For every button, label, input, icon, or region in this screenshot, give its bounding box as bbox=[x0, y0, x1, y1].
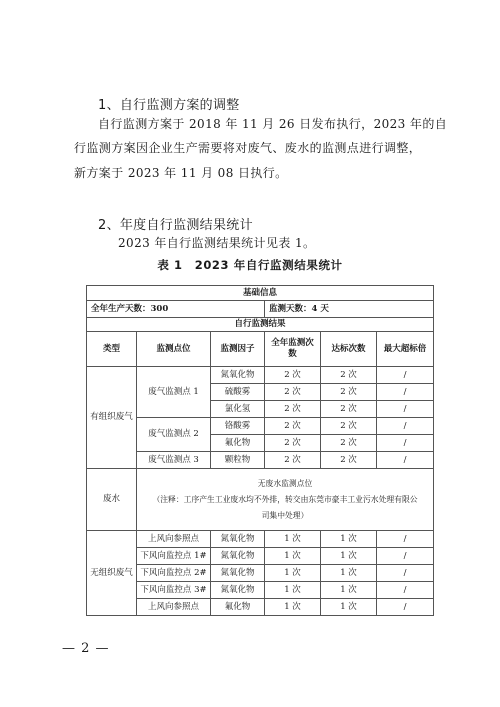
point-cell: 废气监测点 1 bbox=[137, 367, 211, 418]
section2-heading: 2、年度自行监测结果统计 bbox=[98, 218, 253, 233]
max-cell: / bbox=[377, 599, 434, 616]
factor-cell: 氮氧化物 bbox=[211, 531, 265, 548]
table-row bbox=[87, 452, 434, 469]
pass-cell: 2 次 bbox=[321, 418, 377, 435]
point-cell: 下风向监控点 1# bbox=[137, 548, 211, 565]
factor-cell: 氟化物 bbox=[211, 435, 265, 452]
times-cell: 2 次 bbox=[265, 452, 321, 469]
point-cell: 下风向监控点 3# bbox=[137, 582, 211, 599]
times-cell: 2 次 bbox=[265, 435, 321, 452]
point-cell: 上风向参照点 bbox=[137, 599, 211, 616]
wastewater-note bbox=[137, 469, 434, 531]
table-row bbox=[87, 599, 434, 616]
times-cell: 1 次 bbox=[265, 548, 321, 565]
section1-line-3: 新方案于 2023 年 11 月 08 日执行。 bbox=[74, 166, 288, 180]
monitoring-days: 监测天数：4 天 bbox=[265, 301, 434, 318]
max-cell: / bbox=[377, 435, 434, 452]
factor-cell: 氟化物 bbox=[211, 599, 265, 616]
factor-cell: 颗粒物 bbox=[211, 452, 265, 469]
max-cell: / bbox=[377, 582, 434, 599]
wastewater-note-line-2: （注释：工序产生工业废水均不外排，转交由东莞市豪丰工业污水处理有限公 bbox=[152, 494, 418, 504]
section1-heading: 1、自行监测方案的调整 bbox=[98, 98, 240, 113]
factor-cell: 氮氧化物 bbox=[211, 565, 265, 582]
header-point: 监测点位 bbox=[137, 332, 211, 367]
max-cell: / bbox=[377, 531, 434, 548]
max-cell: / bbox=[377, 401, 434, 418]
factor-cell: 氮氧化物 bbox=[211, 582, 265, 599]
wastewater-note-line-3: 司集中处理） bbox=[261, 510, 309, 520]
point-cell: 下风向监控点 2# bbox=[137, 565, 211, 582]
times-cell: 1 次 bbox=[265, 599, 321, 616]
pass-cell: 1 次 bbox=[321, 565, 377, 582]
times-cell: 1 次 bbox=[265, 531, 321, 548]
table-row bbox=[87, 367, 434, 384]
factor-cell: 氮氧化物 bbox=[211, 548, 265, 565]
point-cell: 废气监测点 2 bbox=[137, 418, 211, 452]
max-cell: / bbox=[377, 548, 434, 565]
production-days: 全年生产天数：300 bbox=[87, 301, 265, 318]
monitoring-results-table bbox=[86, 285, 434, 616]
results-title: 自行监测结果 bbox=[87, 318, 434, 332]
max-cell: / bbox=[377, 452, 434, 469]
wastewater-label: 废水 bbox=[87, 469, 137, 531]
times-cell: 2 次 bbox=[265, 367, 321, 384]
pass-cell: 2 次 bbox=[321, 452, 377, 469]
times-cell: 2 次 bbox=[265, 384, 321, 401]
times-cell: 1 次 bbox=[265, 565, 321, 582]
table-row bbox=[87, 565, 434, 582]
pass-cell: 2 次 bbox=[321, 367, 377, 384]
page-number: — 2 — bbox=[62, 641, 110, 656]
table-row bbox=[87, 582, 434, 599]
pass-cell: 1 次 bbox=[321, 548, 377, 565]
pass-cell: 2 次 bbox=[321, 384, 377, 401]
section1-line-2: 行监测方案因企业生产需要将对废气、废水的监测点进行调整， bbox=[74, 141, 422, 155]
max-cell: / bbox=[377, 384, 434, 401]
organized-label: 有组织废气 bbox=[87, 367, 137, 469]
table-caption: 表 1 2023 年自行监测结果统计 bbox=[157, 258, 343, 272]
max-cell: / bbox=[377, 418, 434, 435]
header-type: 类型 bbox=[87, 332, 137, 367]
point-cell: 废气监测点 3 bbox=[137, 452, 211, 469]
section2-intro: 2023 年自行监测结果统计见表 1。 bbox=[118, 236, 316, 250]
max-cell: / bbox=[377, 367, 434, 384]
section1-line-1: 自行监测方案于 2018 年 11 月 26 日发布执行，2023 年的自 bbox=[98, 117, 448, 131]
max-cell: / bbox=[377, 565, 434, 582]
pass-cell: 1 次 bbox=[321, 582, 377, 599]
wastewater-note-line-1: 无废水监测点位 bbox=[257, 478, 313, 488]
table-row bbox=[87, 418, 434, 435]
pass-cell: 1 次 bbox=[321, 531, 377, 548]
table-row bbox=[87, 548, 434, 565]
factor-cell: 硫酸雾 bbox=[211, 384, 265, 401]
pass-cell: 2 次 bbox=[321, 435, 377, 452]
factor-cell: 铬酸雾 bbox=[211, 418, 265, 435]
times-cell: 1 次 bbox=[265, 582, 321, 599]
unorganized-label: 无组织废气 bbox=[87, 531, 137, 616]
header-max: 最大超标倍 bbox=[377, 332, 434, 367]
factor-cell: 氯化氢 bbox=[211, 401, 265, 418]
header-pass: 达标次数 bbox=[321, 332, 377, 367]
pass-cell: 2 次 bbox=[321, 401, 377, 418]
point-cell: 上风向参照点 bbox=[137, 531, 211, 548]
table-row bbox=[87, 531, 434, 548]
basic-info-title: 基础信息 bbox=[87, 286, 434, 301]
table-row bbox=[87, 469, 434, 531]
times-cell: 2 次 bbox=[265, 418, 321, 435]
header-times: 全年监测次数 bbox=[265, 332, 321, 367]
times-cell: 2 次 bbox=[265, 401, 321, 418]
header-factor: 监测因子 bbox=[211, 332, 265, 367]
pass-cell: 1 次 bbox=[321, 599, 377, 616]
factor-cell: 氮氧化物 bbox=[211, 367, 265, 384]
